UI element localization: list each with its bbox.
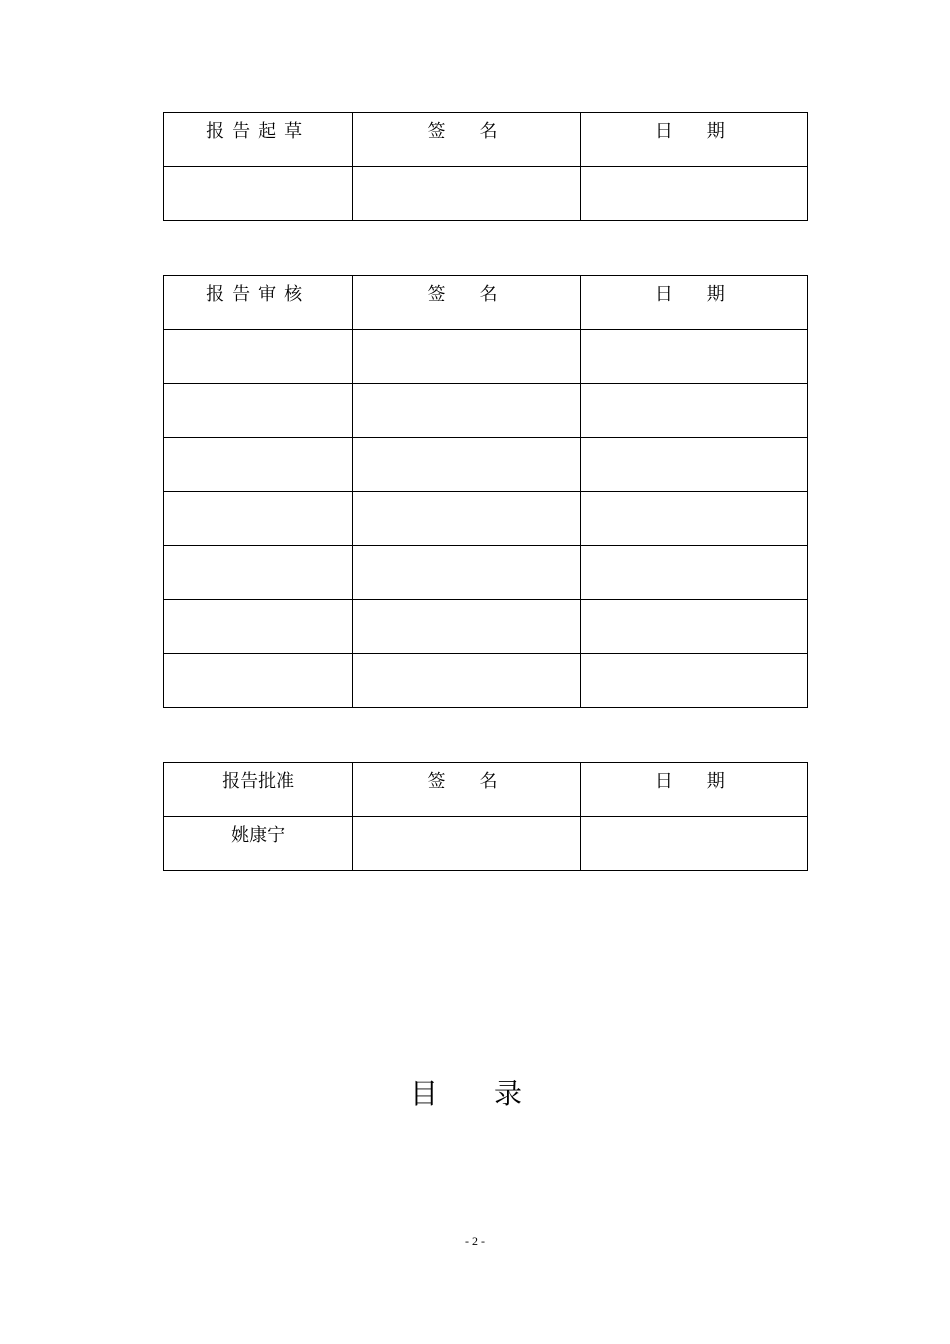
table-cell [164, 600, 353, 654]
table-cell [353, 546, 580, 600]
table-cell [580, 546, 807, 600]
table-of-contents-title: 目录 [409, 1077, 578, 1110]
table-row [164, 600, 808, 654]
table-header-row [164, 276, 808, 330]
table-cell [580, 384, 807, 438]
date-header-label: 日 期 [654, 771, 733, 792]
table-cell [164, 492, 353, 546]
table-cell [353, 384, 580, 438]
header-cell [580, 763, 807, 817]
header-cell [164, 113, 353, 167]
date-header-label: 日 期 [654, 121, 733, 142]
date-header-label: 日 期 [654, 284, 733, 305]
table-cell [164, 384, 353, 438]
draft-header-label: 报告起草 [206, 121, 311, 142]
table-cell [353, 330, 580, 384]
table-cell [353, 492, 580, 546]
signature-header-label: 签 名 [427, 121, 506, 142]
table-cell [164, 330, 353, 384]
draft-signature-table [163, 112, 808, 221]
table-cell [164, 438, 353, 492]
header-cell [164, 276, 353, 330]
table-cell [580, 600, 807, 654]
approver-name: 姚康宁 [231, 825, 286, 846]
table-cell [353, 600, 580, 654]
table-cell [353, 438, 580, 492]
review-header-label: 报告审核 [206, 284, 311, 305]
table-row [164, 167, 808, 221]
table-cell [353, 167, 580, 221]
table-row [164, 438, 808, 492]
table-cell [353, 654, 580, 708]
header-cell [353, 113, 580, 167]
table-cell [580, 438, 807, 492]
table-cell [580, 492, 807, 546]
table-cell [353, 817, 580, 871]
header-cell [353, 276, 580, 330]
header-cell [164, 763, 353, 817]
table-header-row [164, 113, 808, 167]
table-cell [580, 654, 807, 708]
signature-header-label: 签 名 [427, 771, 506, 792]
table-row [164, 817, 808, 871]
table-cell [580, 330, 807, 384]
signature-header-label: 签 名 [427, 284, 506, 305]
review-signature-table [163, 275, 808, 708]
table-row [164, 384, 808, 438]
table-cell [164, 546, 353, 600]
table-row [164, 330, 808, 384]
table-row [164, 492, 808, 546]
approval-header-label: 报告批准 [222, 771, 295, 792]
table-cell [164, 817, 353, 871]
header-cell [353, 763, 580, 817]
table-cell [164, 654, 353, 708]
header-cell [580, 113, 807, 167]
table-cell [164, 167, 353, 221]
table-header-row [164, 763, 808, 817]
page-number: - 2 - [465, 1234, 485, 1248]
table-cell [580, 817, 807, 871]
table-cell [580, 167, 807, 221]
approval-signature-table [163, 762, 808, 871]
table-row [164, 654, 808, 708]
header-cell [580, 276, 807, 330]
table-row [164, 546, 808, 600]
